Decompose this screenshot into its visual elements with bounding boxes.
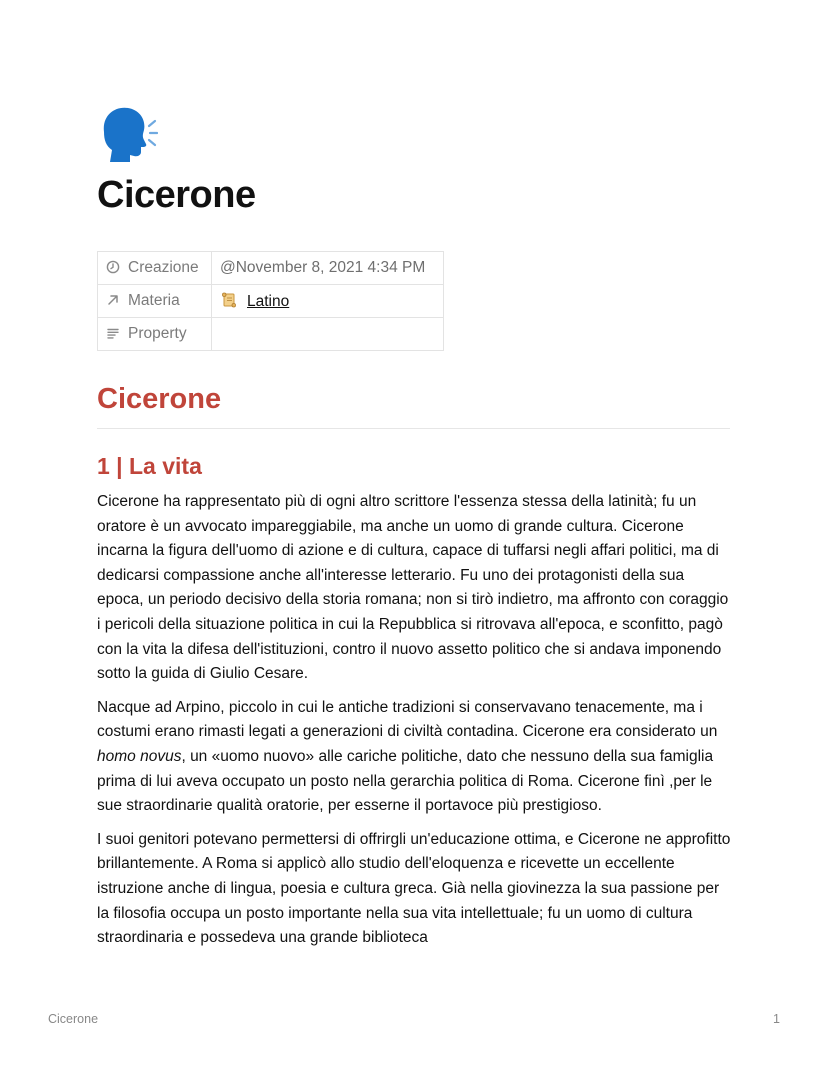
- property-row-creazione: [98, 252, 444, 285]
- property-key[interactable]: [98, 285, 212, 318]
- materia-link[interactable]: Latino: [247, 293, 290, 310]
- arrow-up-right-icon: [106, 293, 120, 307]
- paragraph-text: , un «uomo nuovo» alle cariche politiche, dato che nessuno della sua famiglia prima di lui aveva occupato un posto nella gerarchia politica di Roma. Cicerone finì ,per le sue straordinarie qualità oratorie, per esserne il portavoce più prestigioso.: [97, 747, 714, 815]
- page-title: Cicerone: [97, 174, 256, 216]
- property-row-materia: [98, 285, 444, 318]
- scroll-icon: [220, 291, 238, 309]
- clock-icon: [106, 260, 120, 274]
- property-key-label: Property: [128, 325, 187, 342]
- property-value[interactable]: [212, 285, 444, 318]
- paragraph-text: Nacque ad Arpino, piccolo in cui le antiche tradizioni si conservavano tenacemente, ma i costumi erano rimasti legati a generazioni di civiltà contadina. Cicerone era considerato un: [97, 698, 718, 741]
- section-heading: Cicerone: [97, 383, 222, 415]
- speaking-head-icon: [98, 104, 158, 164]
- property-key[interactable]: [98, 318, 212, 351]
- page-number: 1: [773, 1012, 780, 1026]
- footer-title: Cicerone: [48, 1012, 99, 1026]
- text-lines-icon: [106, 326, 120, 340]
- properties-table: [97, 251, 444, 351]
- property-row-property: [98, 318, 444, 351]
- property-value[interactable]: [212, 252, 444, 285]
- divider: [97, 428, 730, 429]
- property-key-label: Materia: [128, 292, 180, 309]
- emphasis-text: homo novus: [97, 747, 182, 765]
- paragraph: Cicerone ha rappresentato più di ogni altro scrittore l'essenza stessa della latinità; fu un oratore è un avvocato impareggiabile, ma anche un uomo di grande cultura. Cicerone incarna la figura dell'uomo di azione e di cultura, capace di tuffarsi negli affari politici, ma di dedicarsi compassione anche all'interesse letterario. Fu uno dei protagonisti della sua epoca, un periodo decisivo della storia romana; non si tirò indietro, ma affronto con coraggio i pericoli della situazione politica in cui la Repubblica si ritrovava all'epoca, e sconfitto, pagò con la vita la difesa dell'istituzioni, contro il nuovo assetto politico che si andava imponendo sotto la guida di Giulio Cesare.: [97, 493, 729, 683]
- property-key-label: Creazione: [128, 259, 199, 276]
- subsection-heading: 1 | La vita: [97, 453, 202, 479]
- property-key[interactable]: [98, 252, 212, 285]
- body-text: [97, 490, 734, 960]
- created-date: @November 8, 2021 4:34 PM: [220, 259, 426, 276]
- paragraph: I suoi genitori potevano permettersi di offrirgli un'educazione ottima, e Cicerone ne approfitto brillantemente. A Roma si applicò allo studio dell'eloquenza e ricevette un eccellente istruzione anche di lingua, poesia e cultura greca. Già nella giovinezza la sua passione per la filosofia occupa un posto importante nella sua vita intellettuale; fu un uomo di cultura straordinaria e possedeva una grande biblioteca: [97, 830, 731, 947]
- paragraph: [97, 696, 734, 819]
- property-value[interactable]: [212, 318, 444, 351]
